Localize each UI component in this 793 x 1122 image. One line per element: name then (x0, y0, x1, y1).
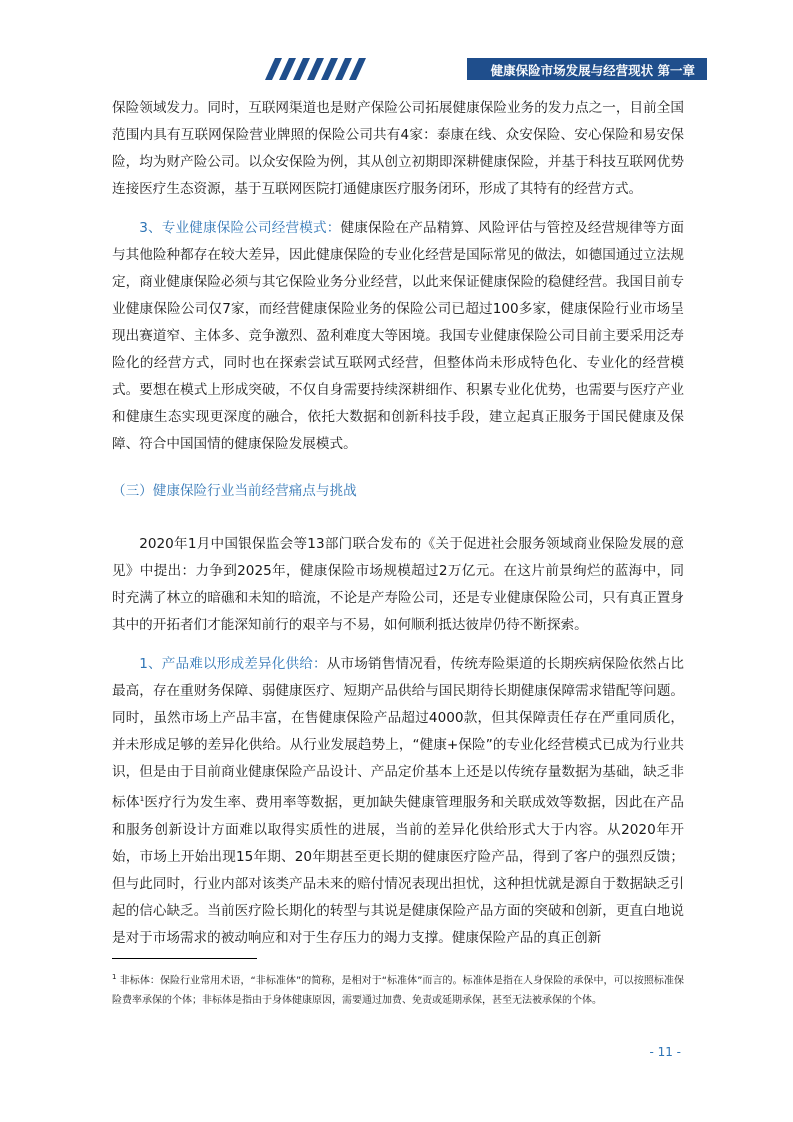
header-title: 健康保险市场发展与经营现状 第一章 (490, 63, 695, 78)
footnote-text: 非标体：保险行业常用术语，“非标准体”的简称，是相对于“标准体”而言的。标准体是指在人身保险的承保中，可以按照标准保险费率承保的个体；非标体是指由于身体健康原因，需要通过加费、免责或延期承保，甚至无法被承保的个体。 (112, 975, 684, 1007)
footnote-divider (112, 958, 257, 959)
paragraph-heading-product-differentiation: 1、产品难以形成差异化供给： (139, 656, 327, 672)
page-number: - 11 - (649, 1045, 681, 1059)
header-stripes-decoration (253, 58, 483, 80)
footnote (112, 967, 684, 1011)
paragraph-heading-specialized-model: 3、专业健康保险公司经营模式： (139, 220, 341, 236)
main-content (112, 95, 684, 952)
header-bar (467, 58, 707, 80)
section-title: （三）健康保险行业当前经营痛点与挑战 (112, 483, 357, 499)
page-header (253, 58, 707, 80)
paragraph-policy-context: 2020年1月中国银保监会等13部门联合发布的《关于促进社会服务领域商业保险发展的意见》中提出：力争到2025年，健康保险市场规模超过2万亿元。在这片前景绚烂的蓝海中，同时充满了林立的暗礁和未知的暗流，不论是产寿险公司，还是专业健康保险公司，只有真正置身其中的开拓者们才能深知前行的艰辛与不易，如何顺利抵达彼岸仍待不断探索。 (112, 536, 684, 633)
paragraph-body-part-a: 从市场销售情况看，传统寿险渠道的长期疾病保险依然占比最高，存在重财务保障、弱健康医疗、短期产品供给与国民期待长期健康保障需求错配等问题。同时，虽然市场上产品丰富，在售健康保险产品超过4000款，但其保障责任存在严重同质化，并未形成足够的差异化供给。从行业发展趋势上，“健康+保险”的专业化经营模式已成为行业共识，但是由于目前商业健康保险产品设计、产品定价基本上还是以传统存量数据为基础，缺乏非标体 (112, 656, 685, 811)
footnote-mark: 1 (112, 973, 117, 981)
paragraph-specialized-model (112, 215, 684, 458)
paragraph-intro: 保险领域发力。同时，互联网渠道也是财产保险公司拓展健康保险业务的发力点之一，目前全国范围内具有互联网保险营业牌照的保险公司共有4家：泰康在线、众安保险、安心保险和易安保险，均为财产险公司。以众安保险为例，其从创立初期即深耕健康保险，并基于科技互联网优势连接医疗生态资源，基于互联网医院打通健康医疗服务闭环，形成了其特有的经营方式。 (112, 100, 684, 197)
paragraph-body-part-b: 医疗行为发生率、费用率等数据，更加缺失健康管理服务和关联成效等数据，因此在产品和服务创新设计方面难以取得实质性的进展，当前的差异化供给形式大于内容。从2020年开始，市场上开始出现15年期、20年期甚至更长期的健康医疗险产品，得到了客户的强烈反馈；但与此同时，行业内部对该类产品未来的赔付情况表现出担忧，这种担忧就是源自于数据缺乏引起的信心缺乏。当前医疗险长期化的转型与其说是健康保险产品方面的突破和创新，更直白地说是对于市场需求的被动响应和对于生存压力的竭力支撑。健康保险产品的真正创新 (112, 794, 685, 946)
footnote-reference[interactable]: 1 (139, 795, 145, 803)
paragraph-product-differentiation (112, 651, 684, 952)
paragraph-body-specialized-model: 健康保险在产品精算、风险评估与管控及经营规律等方面与其他险种都存在较大差异，因此健康保险的专业化经营是国际常见的做法，如德国通过立法规定，商业健康保险必须与其它保险业务分业经营，以此来保证健康保险的稳健经营。我国目前专业健康保险公司仅7家，而经营健康保险业务的保险公司已超过100多家，健康保险行业市场呈现出赛道窄、主体多、竞争激烈、盈利难度大等困境。我国专业健康保险公司目前主要采用泛寿险化的经营方式，同时也在探索尝试互联网式经营，但整体尚未形成特色化、专业化的经营模式。要想在模式上形成突破，不仅自身需要持续深耕细作、积累专业化优势，也需要与医疗产业和健康生态实现更深度的融合，依托大数据和创新科技手段，建立起真正服务于国民健康及保障、符合中国国情的健康保险发展模式。 (112, 220, 685, 452)
